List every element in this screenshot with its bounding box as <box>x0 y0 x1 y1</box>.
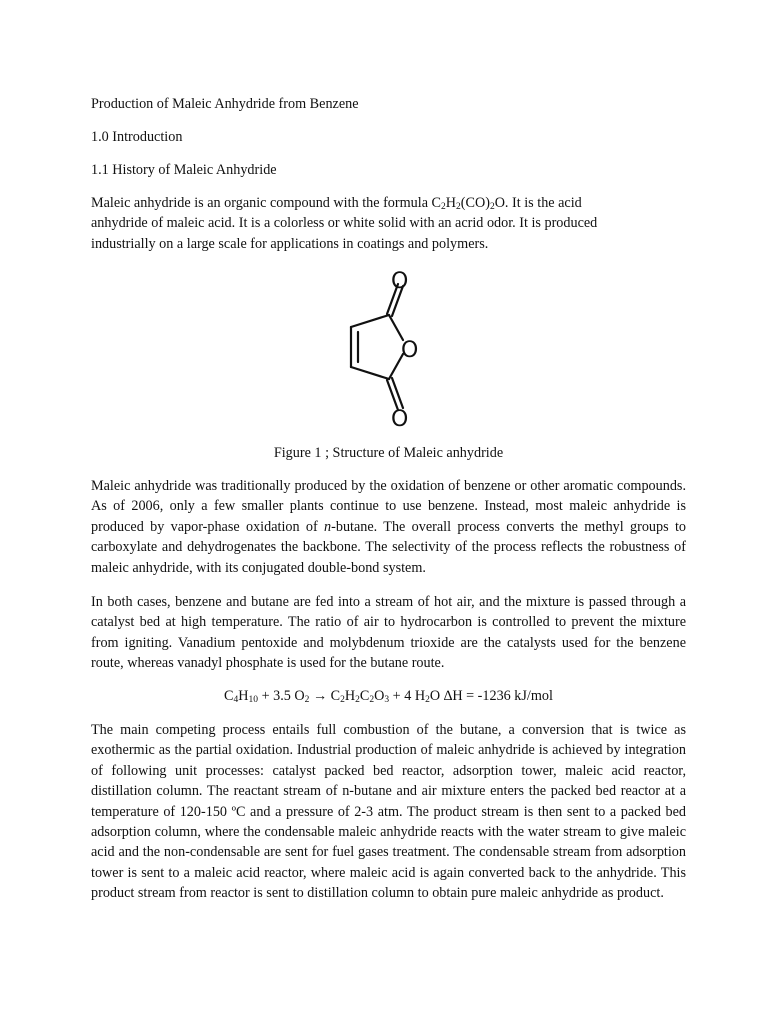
eq-part: C <box>224 688 234 704</box>
para-2-text-a: Maleic anhydride was traditionally produced by the oxidation of benzene or other aromatic compounds. As of 2006, only a few smaller plants continue to use benzene. Instead, most maleic anhydride is produced by vapor-phase oxidation of <box>91 478 686 535</box>
para-2-text-b: -butane. The overall process converts the methyl groups to carboxylate and dehydrogenates the backbone. The selectivity of the process reflects the robustness of maleic anhydride, with its conjugated double-bond system. <box>91 518 686 576</box>
eq-sub: 2 <box>304 695 310 705</box>
para-1-line-2: anhydride of maleic acid. It is a colorless or white solid with an acrid odor. It is produced <box>91 215 598 232</box>
paragraph-production <box>91 476 686 578</box>
section-heading-history: 1.1 History of Maleic Anhydride <box>91 162 277 178</box>
eq-sub: 2 <box>340 695 345 705</box>
eq-part: C <box>359 688 370 704</box>
eq-sub: 2 <box>355 695 360 705</box>
para-1-text-a: Maleic anhydride is an organic compound with the formula C <box>91 195 442 211</box>
atom-oxygen-bottom: O <box>391 407 409 432</box>
eq-part: O <box>374 688 385 704</box>
document-title: Production of Maleic Anhydride from Benzene <box>91 96 359 112</box>
para-1-text-b: H <box>445 195 457 211</box>
paragraph-process: In both cases, benzene and butane are fed into a stream of hot air, and the mixture is passed through a catalyst bed at high temperature. The ratio of air to hydrocarbon is controlled to prevent the mixture from igniting. Vanadium pentoxide and molybdenum trioxide are the catalysts used for the benzene route, whereas vanadyl phosphate is used for the butane route. <box>91 594 686 672</box>
atom-oxygen-top: O <box>391 269 409 294</box>
formula-sub: 2 <box>456 202 461 212</box>
paragraph-intro <box>91 193 686 254</box>
formula-sub: 2 <box>489 202 495 212</box>
para-1-text-c: (CO) <box>460 195 490 211</box>
maleic-anhydride-structure <box>328 262 428 432</box>
eq-sub: 3 <box>384 695 390 705</box>
eq-part: O ∆H = -1236 kJ/mol <box>429 688 553 704</box>
para-1-text-d: O. It is the acid <box>494 195 582 211</box>
eq-part: + 4 H <box>389 688 426 704</box>
eq-part: H <box>238 688 249 704</box>
eq-part: → C <box>309 688 341 704</box>
eq-sub: 2 <box>369 695 375 705</box>
eq-part: + 3.5 O <box>258 688 305 704</box>
formula-sub: 2 <box>441 202 446 212</box>
eq-sub: 2 <box>425 695 430 705</box>
para-1-line-3: industrially on a large scale for applications in coatings and polymers. <box>91 235 489 252</box>
figure-caption: Figure 1 ; Structure of Maleic anhydride <box>273 445 504 461</box>
para-2-italic: n <box>324 518 332 535</box>
reaction-equation <box>91 686 686 706</box>
atom-oxygen-ring: O <box>401 338 419 363</box>
paragraph-industrial-production: The main competing process entails full combustion of the butane, a conversion that is twice as exothermic as the partial oxidation. Industrial production of maleic anhydride is achieved by integration of following unit processes: catalyst packed bed reactor, adsorption tower, maleic acid reactor, distillation column. The reactant stream of n-butane and air mixture enters the packed bed reactor at a temperature of 120-150 ºC and a pressure of 2-3 atm. The product stream is then sent to a packed bed adsorption column, where the condensable maleic anhydride reacts with the water stream to give maleic acid and the non-condensable are sent for fuel gases treatment. The condensable stream from adsorption tower is sent to a maleic acid reactor, where maleic acid is again converted back to the anhydride. This product stream from reactor is sent to distillation column to obtain pure maleic anhydride as product. <box>91 722 686 902</box>
eq-sub: 4 <box>233 695 239 705</box>
eq-part: H <box>344 688 356 704</box>
section-heading-introduction: 1.0 Introduction <box>91 129 183 145</box>
eq-sub: 10 <box>248 695 259 705</box>
